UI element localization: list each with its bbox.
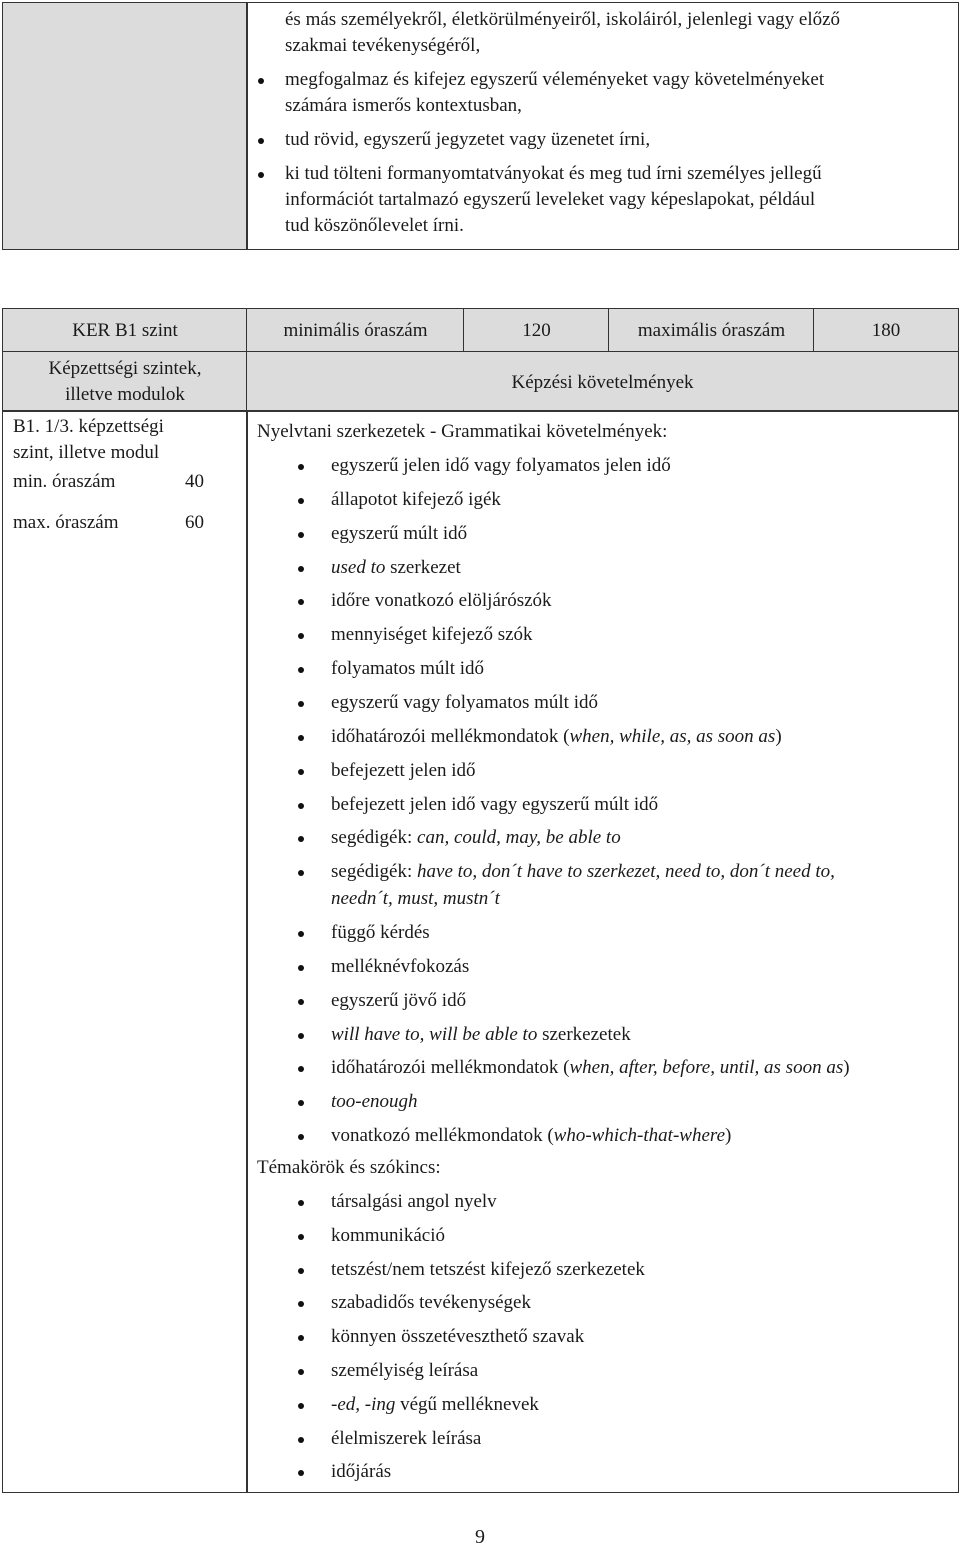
module-name-line1: B1. 1/3. képzettségi bbox=[13, 416, 164, 437]
bullet-icon bbox=[298, 566, 304, 572]
grammar-item: időhatározói mellékmondatok (when, while, as, as soon as) bbox=[331, 725, 782, 747]
bullet-icon bbox=[298, 464, 304, 470]
topics-heading: Témakörök és szókincs: bbox=[257, 1157, 441, 1178]
bullet-icon bbox=[298, 931, 304, 937]
grammar-item: egyszerű múlt idő bbox=[331, 522, 468, 544]
bullet-icon bbox=[258, 172, 264, 178]
col1-header-line1: Képzettségi szintek, bbox=[48, 358, 202, 379]
page-number: 9 bbox=[475, 1526, 485, 1548]
col1-header bbox=[2, 356, 248, 408]
min-hours-number: 40 bbox=[185, 471, 204, 492]
grammar-item: egyszerű jelen idő vagy folyamatos jelen idő bbox=[331, 455, 671, 476]
bullet-icon bbox=[298, 999, 304, 1005]
grammar-item: állapotot kifejező igék bbox=[331, 488, 501, 510]
min-hours-value-cell bbox=[463, 308, 610, 353]
bullet-icon bbox=[298, 1268, 304, 1274]
top-block-line: számára ismerős kontextusban, bbox=[285, 95, 522, 116]
module-name-line2: szint, illetve modul bbox=[13, 442, 160, 463]
grammar-item: időhatározói mellékmondatok (when, after, before, until, as soon as) bbox=[331, 1057, 850, 1079]
top-block-line: szakmai tevékenységéről, bbox=[285, 35, 481, 56]
grammar-item: egyszerű jövő idő bbox=[331, 989, 467, 1011]
grammar-item: used to szerkezet bbox=[331, 556, 461, 578]
topic-item: élelmiszerek leírása bbox=[331, 1427, 482, 1449]
bullet-icon bbox=[298, 803, 304, 809]
col1-header-line2: illetve modulok bbox=[65, 384, 185, 405]
max-hours-label-cell bbox=[608, 308, 815, 353]
bullet-icon bbox=[298, 1403, 304, 1409]
topic-item: szabadidős tevékenységek bbox=[331, 1292, 531, 1314]
grammar-item: segédigék: have to, don´t have to szerkezet, need to, don´t need to, bbox=[331, 861, 835, 883]
grammar-item: függő kérdés bbox=[331, 922, 430, 944]
min-hours-text: min. óraszám bbox=[13, 471, 116, 492]
bullet-icon bbox=[258, 78, 264, 84]
min-hours-label: minimális óraszám bbox=[283, 319, 428, 341]
grammar-item: vonatkozó mellékmondatok (who-which-that-where) bbox=[331, 1125, 732, 1147]
grammar-item: befejezett jelen idő vagy egyszerű múlt idő bbox=[331, 793, 659, 815]
bullet-icon bbox=[258, 138, 264, 144]
max-hours-text: max. óraszám bbox=[13, 512, 119, 533]
topic-item: könnyen összetéveszthető szavak bbox=[331, 1326, 585, 1348]
top-block-line: ki tud tölteni formanyomtatványokat és meg tud írni személyes jellegű bbox=[285, 163, 822, 184]
top-block-line: megfogalmaz és kifejez egyszerű véleményeket vagy követelményeket bbox=[285, 69, 825, 90]
bullet-icon bbox=[298, 498, 304, 504]
bullet-icon bbox=[298, 532, 304, 538]
bullet-icon bbox=[298, 1033, 304, 1039]
grammar-item-continuation: needn´t, must, mustn´t bbox=[331, 888, 500, 910]
bullet-icon bbox=[298, 1200, 304, 1206]
grammar-item: segédigék: can, could, may, be able to bbox=[331, 827, 621, 849]
topic-item: személyiség leírása bbox=[331, 1360, 479, 1381]
min-hours-label-cell bbox=[246, 308, 465, 353]
col2-header: Képzési követelmények bbox=[511, 372, 694, 393]
max-hours-value-cell bbox=[813, 308, 959, 353]
bullet-icon bbox=[298, 701, 304, 707]
grammar-heading: Nyelvtani szerkezetek - Grammatikai követelmények: bbox=[257, 421, 668, 442]
topic-item: tetszést/nem tetszést kifejező szerkezetek bbox=[331, 1258, 645, 1280]
top-block-line: és más személyekről, életkörülményeiről, iskoláiról, jelenlegi vagy előző bbox=[285, 9, 841, 30]
grammar-item: mennyiséget kifejező szók bbox=[331, 624, 533, 646]
min-hours-value: 120 bbox=[522, 319, 551, 341]
bullet-icon bbox=[298, 1437, 304, 1443]
bullet-icon bbox=[298, 1234, 304, 1240]
max-hours-number: 60 bbox=[185, 512, 204, 533]
grammar-item: időre vonatkozó elöljárószók bbox=[331, 590, 552, 612]
grammar-item: egyszerű vagy folyamatos múlt idő bbox=[331, 691, 598, 713]
level-cell bbox=[2, 308, 248, 353]
top-block-line: információt tartalmazó egyszerű leveleket vagy képeslapokat, például bbox=[285, 189, 816, 210]
topic-item: kommunikáció bbox=[331, 1224, 445, 1246]
top-block-line: tud rövid, egyszerű jegyzetet vagy üzenetet írni, bbox=[285, 129, 651, 150]
module-cell bbox=[2, 410, 248, 1493]
top-block-line: tud köszönőlevelet írni. bbox=[285, 215, 464, 236]
grammar-item: folyamatos múlt idő bbox=[331, 658, 485, 680]
max-hours-value: 180 bbox=[871, 319, 901, 341]
bullet-icon bbox=[298, 965, 304, 971]
topic-item: társalgási angol nyelv bbox=[331, 1191, 497, 1212]
grammar-item: too-enough bbox=[331, 1091, 418, 1113]
grammar-item: melléknévfokozás bbox=[331, 955, 470, 977]
max-hours-label: maximális óraszám bbox=[637, 319, 786, 341]
grammar-item: befejezett jelen idő bbox=[331, 759, 476, 781]
bullet-icon bbox=[298, 735, 304, 741]
bullet-icon bbox=[298, 769, 304, 775]
level-label: KER B1 szint bbox=[72, 319, 178, 341]
topic-item: időjárás bbox=[331, 1461, 392, 1483]
bullet-icon bbox=[298, 1369, 304, 1375]
topic-item: -ed, -ing végű melléknevek bbox=[331, 1393, 539, 1415]
top-left-cell bbox=[2, 2, 248, 250]
grammar-item: will have to, will be able to szerkezetek bbox=[331, 1023, 631, 1045]
